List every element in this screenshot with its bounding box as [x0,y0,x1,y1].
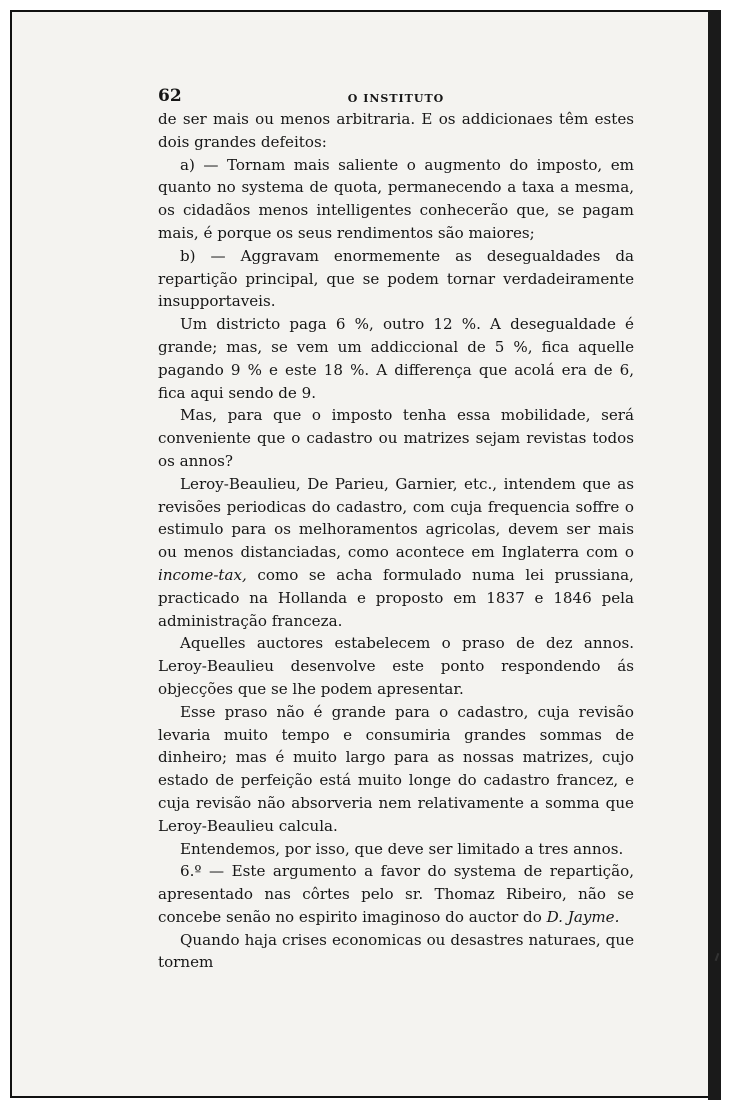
paragraph: Leroy-Beaulieu, De Parieu, Garnier, etc., intendem que as revisões periodicas do cadastro, com cuja frequencia soffre o estimulo para os melhoramentos agricolas, devem ser mais ou menos distanciadas, como acontece em Inglaterra com o income-tax, como se acha formulado numa lei prussiana, practicado na Hollanda e proposto em 1837 e 1846 pela administração franceza. [158,474,634,630]
paragraph: Entendemos, por isso, que deve ser limitado a tres annos. [180,839,624,858]
page-header [158,80,634,108]
paragraph: Esse praso não é grande para o cadastro, cuja revisão levaria muito tempo e consumiria grandes sommas de dinheiro; mas é muito largo para as nossas matrizes, cujo estado de perfeição está muito longe do cadastro francez, e cuja revisão não absorveria nem relativamente a somma que Leroy-Beaulieu calcula. [158,702,634,835]
paragraph: Mas, para que o imposto tenha essa mobilidade, será conveniente que o cadastro ou matrizes sejam revistas todos os annos? [158,406,634,470]
page-number: 62 [158,86,182,106]
scan-edge [708,10,721,1100]
paragraph: de ser mais ou menos arbitraria. E os addicionaes têm estes dois grandes defeitos: [158,110,634,151]
paragraph-item-6: 6.º — Este argumento a favor do systema de repartição, apresentado nas côrtes pelo sr. Thomaz Ribeiro, não se concebe senão no espirito imaginoso do auctor do D. Jayme. [158,862,634,926]
italic-term: income-tax, [158,565,247,584]
paragraph: Quando haja crises economicas ou desastres naturaes, que tornem [158,930,634,972]
paragraph: Aquelles auctores estabelecem o praso de dez annos. Leroy-Beaulieu desenvolve este ponto respondendo ás objecções que se lhe podem apresentar. [158,634,634,698]
paragraph: Um districto paga 6 %, outro 12 %. A desegualdade é grande; mas, se vem um addiccional de 5 %, fica aquelle pagando 9 % e este 18 %. A differença que acolá era de 6, fica aqui sendo de 9. [158,315,634,402]
document-page [158,80,634,974]
body-text [158,108,634,974]
running-title: O INSTITUTO [347,92,445,105]
paragraph-item-b: b) — Aggravam enormemente as desegualdades da repartição principal, que se podem tornar verdadeiramente insupportaveis. [158,246,634,311]
paragraph-item-a: a) — Tornam mais saliente o augmento do imposto, em quanto no systema de quota, permanecendo a taxa a mesma, os cidadãos menos intelligentes conhecerão que, se pagam mais, é porque os seus rendimentos são maiores; [158,155,634,242]
italic-title: D. Jayme. [546,907,620,926]
